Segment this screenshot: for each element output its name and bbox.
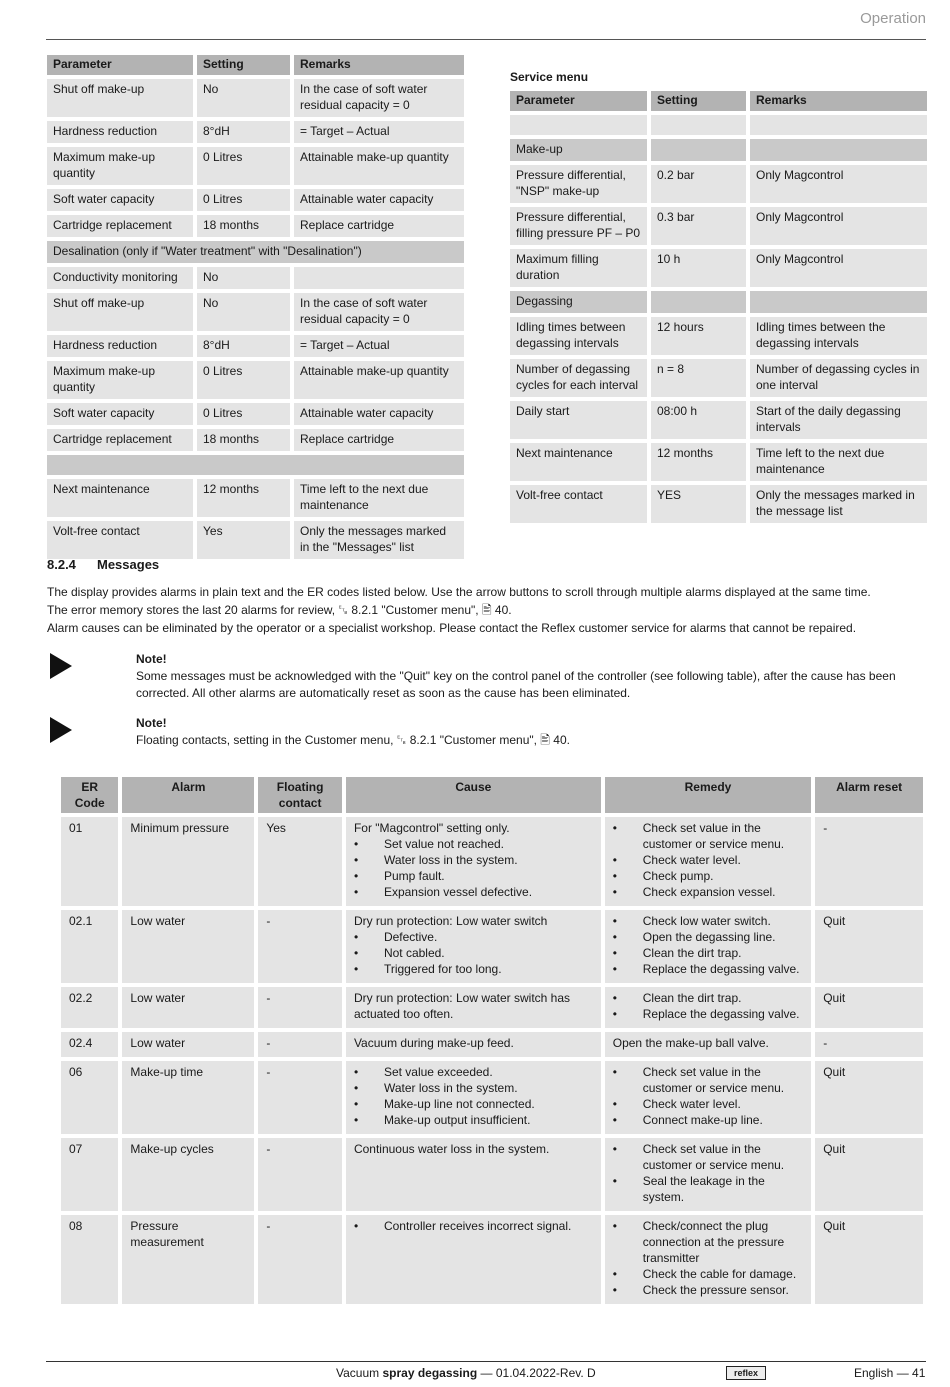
cause-item: • Triggered for too long. bbox=[354, 961, 593, 977]
setting-cell: 0.3 bar bbox=[651, 207, 746, 245]
remedy-item: • Check the cable for damage. bbox=[613, 1266, 803, 1282]
parameter-cell: Number of degassing cycles for each interval bbox=[510, 359, 647, 397]
cause-item: • Set value exceeded. bbox=[354, 1064, 593, 1080]
alarm-reset-cell: Quit bbox=[815, 987, 923, 1028]
alarm-reset-cell: - bbox=[815, 817, 923, 906]
bottom-rule bbox=[46, 1361, 926, 1362]
cause-item: • Expansion vessel defective. bbox=[354, 884, 593, 900]
cause-item: • Water loss in the system. bbox=[354, 1080, 593, 1096]
alarm-cell: Low water bbox=[122, 1032, 254, 1057]
remedy-item: • Check set value in the customer or service menu. bbox=[613, 820, 803, 852]
er-code-cell: 02.2 bbox=[61, 987, 118, 1028]
remedy-item: • Connect make-up line. bbox=[613, 1112, 803, 1128]
remedy-item: • Check low water switch. bbox=[613, 913, 803, 929]
setting-cell bbox=[651, 115, 746, 135]
alarm-reset-cell: Quit bbox=[815, 910, 923, 983]
parameter-cell: Make-up bbox=[510, 139, 647, 161]
floating-contact-cell: - bbox=[258, 1061, 342, 1134]
column-header-setting: Setting bbox=[651, 91, 746, 111]
cause-cell bbox=[346, 910, 601, 983]
note-box bbox=[47, 715, 927, 751]
remedy-item: • Check set value in the customer or service menu. bbox=[613, 1141, 803, 1173]
setting-cell bbox=[651, 291, 746, 313]
remarks-cell: = Target – Actual bbox=[294, 335, 464, 357]
setting-cell: No bbox=[197, 293, 290, 331]
remedy-item: • Check/connect the plug connection at the pressure transmitter bbox=[613, 1218, 803, 1266]
parameter-cell: Daily start bbox=[510, 401, 647, 439]
setting-cell: YES bbox=[651, 485, 746, 523]
table-row bbox=[47, 403, 464, 425]
parameter-cell: Maximum make-up quantity bbox=[47, 361, 193, 399]
setting-cell: 18 months bbox=[197, 429, 290, 451]
parameter-cell: Next maintenance bbox=[510, 443, 647, 481]
service-menu-title: Service menu bbox=[510, 70, 589, 84]
alarm-messages-table bbox=[57, 773, 927, 1308]
alarm-row bbox=[61, 817, 923, 906]
setting-cell: Yes bbox=[197, 521, 290, 559]
remarks-cell: Attainable water capacity bbox=[294, 403, 464, 425]
table-row bbox=[47, 189, 464, 211]
group-header-cell: Desalination (only if "Water treatment" with "Desalination") bbox=[47, 241, 464, 263]
alarm-row bbox=[61, 1061, 923, 1134]
table-row bbox=[47, 215, 464, 237]
remarks-cell: Idling times between the degassing intervals bbox=[750, 317, 927, 355]
remarks-cell: Start of the daily degassing intervals bbox=[750, 401, 927, 439]
note-title: Note! bbox=[136, 652, 167, 666]
setting-cell bbox=[651, 139, 746, 161]
table-row bbox=[510, 359, 927, 397]
remedy-text: Open the make-up ball valve. bbox=[612, 1036, 769, 1050]
remedy-item: • Replace the degassing valve. bbox=[613, 961, 803, 977]
setting-cell: 12 months bbox=[651, 443, 746, 481]
parameter-cell: Pressure differential, filling pressure PF – P0 bbox=[510, 207, 647, 245]
cause-item: • Not cabled. bbox=[354, 945, 593, 961]
footer-doc-product: spray degassing bbox=[382, 1366, 478, 1380]
column-header-remarks: Remarks bbox=[294, 55, 464, 75]
cause-item: • Controller receives incorrect signal. bbox=[354, 1218, 593, 1234]
cause-text: Dry run protection: Low water switch has actuated too often. bbox=[353, 991, 571, 1021]
remedy-list bbox=[613, 1141, 803, 1205]
parameter-cell bbox=[510, 115, 647, 135]
section-heading bbox=[47, 557, 159, 572]
parameter-cell: Shut off make-up bbox=[47, 293, 193, 331]
remarks-cell: Attainable make-up quantity bbox=[294, 147, 464, 185]
setting-cell: 0.2 bar bbox=[651, 165, 746, 203]
table-row bbox=[47, 293, 464, 331]
column-header-alarm-reset: Alarm reset bbox=[815, 777, 923, 813]
table-row bbox=[47, 479, 464, 517]
paragraph: The error memory stores the last 20 alarms for review, ␗ 8.2.1 "Customer menu", 🖹 40. bbox=[47, 603, 512, 617]
paragraph: The display provides alarms in plain text and the ER codes listed below. Use the arrow buttons to scroll through multiple alarms displayed at the same time. bbox=[47, 585, 871, 599]
table-row bbox=[510, 443, 927, 481]
remarks-cell: Replace cartridge bbox=[294, 215, 464, 237]
parameter-cell: Next maintenance bbox=[47, 479, 193, 517]
remedy-cell bbox=[605, 1061, 811, 1134]
setting-cell: 0 Litres bbox=[197, 361, 290, 399]
parameter-cell: Volt-free contact bbox=[510, 485, 647, 523]
setting-cell: 8°dH bbox=[197, 121, 290, 143]
parameter-cell: Cartridge replacement bbox=[47, 215, 193, 237]
remarks-cell: Attainable make-up quantity bbox=[294, 361, 464, 399]
setting-cell: 10 h bbox=[651, 249, 746, 287]
floating-contact-cell: - bbox=[258, 1215, 342, 1304]
remedy-list bbox=[613, 1064, 803, 1128]
floating-contact-cell: - bbox=[258, 1032, 342, 1057]
remedy-item: • Check water level. bbox=[613, 1096, 803, 1112]
footer-doc-prefix: Vacuum bbox=[336, 1366, 383, 1380]
remarks-cell: Only Magcontrol bbox=[750, 165, 927, 203]
cause-cell bbox=[346, 1215, 601, 1304]
remarks-cell: Only the messages marked in the "Messages" list bbox=[294, 521, 464, 559]
column-header-setting: Setting bbox=[197, 55, 290, 75]
remarks-cell: Only Magcontrol bbox=[750, 249, 927, 287]
section-number: 8.2.4 bbox=[47, 557, 76, 572]
alarm-row bbox=[61, 910, 923, 983]
remarks-cell bbox=[750, 139, 927, 161]
remarks-cell: Attainable water capacity bbox=[294, 189, 464, 211]
er-code-cell: 07 bbox=[61, 1138, 118, 1211]
remedy-list bbox=[613, 1218, 803, 1298]
remarks-cell: = Target – Actual bbox=[294, 121, 464, 143]
remedy-cell bbox=[605, 910, 811, 983]
er-code-cell: 08 bbox=[61, 1215, 118, 1304]
floating-contact-cell: - bbox=[258, 910, 342, 983]
alarm-row bbox=[61, 1032, 923, 1057]
alarm-row bbox=[61, 1215, 923, 1304]
cause-cell bbox=[346, 1138, 601, 1211]
remedy-item: • Clean the dirt trap. bbox=[613, 990, 803, 1006]
alarm-row bbox=[61, 1138, 923, 1211]
cause-cell bbox=[346, 1032, 601, 1057]
table-row bbox=[47, 121, 464, 143]
setting-cell: No bbox=[197, 267, 290, 289]
remedy-item: • Clean the dirt trap. bbox=[613, 945, 803, 961]
alarm-cell: Low water bbox=[122, 987, 254, 1028]
remedy-item: • Replace the degassing valve. bbox=[613, 1006, 803, 1022]
column-header-floating-contact: Floating contact bbox=[258, 777, 342, 813]
column-header-er-code: ER Code bbox=[61, 777, 118, 813]
note-arrow-icon bbox=[50, 717, 72, 743]
setting-cell: 8°dH bbox=[197, 335, 290, 357]
cause-item: • Make-up line not connected. bbox=[354, 1096, 593, 1112]
table-row bbox=[47, 429, 464, 451]
column-header-cause: Cause bbox=[346, 777, 601, 813]
alarm-reset-cell: - bbox=[815, 1032, 923, 1057]
parameter-cell: Maximum make-up quantity bbox=[47, 147, 193, 185]
remarks-cell: Time left to the next due maintenance bbox=[750, 443, 927, 481]
remedy-cell bbox=[605, 1032, 811, 1057]
column-header-parameter: Parameter bbox=[47, 55, 193, 75]
floating-contact-cell: - bbox=[258, 1138, 342, 1211]
table-row bbox=[510, 165, 927, 203]
alarm-reset-cell: Quit bbox=[815, 1138, 923, 1211]
setting-cell: No bbox=[197, 79, 290, 117]
table-row bbox=[47, 521, 464, 559]
cause-text: Continuous water loss in the system. bbox=[353, 1142, 550, 1156]
er-code-cell: 06 bbox=[61, 1061, 118, 1134]
note-box bbox=[47, 651, 927, 703]
table-row bbox=[47, 79, 464, 117]
table-row bbox=[47, 241, 464, 263]
cause-item: • Pump fault. bbox=[354, 868, 593, 884]
setting-cell: 0 Litres bbox=[197, 403, 290, 425]
section-title: Messages bbox=[97, 557, 160, 572]
remedy-item: • Open the degassing line. bbox=[613, 929, 803, 945]
column-header-parameter: Parameter bbox=[510, 91, 647, 111]
floating-contact-cell: Yes bbox=[258, 817, 342, 906]
table-row bbox=[510, 115, 927, 135]
remedy-item: • Check pump. bbox=[613, 868, 803, 884]
footer-document-title bbox=[336, 1366, 596, 1380]
parameter-cell: Soft water capacity bbox=[47, 189, 193, 211]
column-header-remedy: Remedy bbox=[605, 777, 811, 813]
table-row bbox=[510, 485, 927, 523]
table-row bbox=[47, 267, 464, 289]
remarks-cell: In the case of soft water residual capacity = 0 bbox=[294, 79, 464, 117]
cause-item: • Set value not reached. bbox=[354, 836, 593, 852]
footer-doc-revision: — 01.04.2022-Rev. D bbox=[477, 1366, 596, 1380]
section-name: Operation bbox=[860, 10, 926, 27]
setting-cell: 0 Litres bbox=[197, 147, 290, 185]
remedy-item: • Check the pressure sensor. bbox=[613, 1282, 803, 1298]
cause-item: • Make-up output insufficient. bbox=[354, 1112, 593, 1128]
alarm-cell: Make-up cycles bbox=[122, 1138, 254, 1211]
cause-list bbox=[354, 1064, 593, 1128]
note-arrow-icon bbox=[50, 653, 72, 679]
cause-cell bbox=[346, 987, 601, 1028]
parameter-cell: Pressure differential, "NSP" make-up bbox=[510, 165, 647, 203]
remarks-cell: Number of degassing cycles in one interval bbox=[750, 359, 927, 397]
remedy-item: • Check expansion vessel. bbox=[613, 884, 803, 900]
setting-cell: 08:00 h bbox=[651, 401, 746, 439]
parameter-cell: Shut off make-up bbox=[47, 79, 193, 117]
remarks-cell bbox=[750, 291, 927, 313]
parameter-cell: Hardness reduction bbox=[47, 121, 193, 143]
setting-cell: 18 months bbox=[197, 215, 290, 237]
setting-cell: 0 Litres bbox=[197, 189, 290, 211]
floating-contact-cell: - bbox=[258, 987, 342, 1028]
table-row bbox=[47, 147, 464, 185]
remarks-cell: Replace cartridge bbox=[294, 429, 464, 451]
parameter-cell: Conductivity monitoring bbox=[47, 267, 193, 289]
column-header-remarks: Remarks bbox=[750, 91, 927, 111]
customer-settings-table bbox=[43, 51, 468, 563]
table-row bbox=[47, 335, 464, 357]
remedy-list bbox=[613, 820, 803, 900]
er-code-cell: 02.4 bbox=[61, 1032, 118, 1057]
table-row bbox=[510, 401, 927, 439]
service-menu-table bbox=[506, 87, 931, 527]
reflex-logo: reflex bbox=[726, 1366, 766, 1380]
setting-cell: n = 8 bbox=[651, 359, 746, 397]
column-header-alarm: Alarm bbox=[122, 777, 254, 813]
cause-cell bbox=[346, 817, 601, 906]
remarks-cell: Only the messages marked in the message list bbox=[750, 485, 927, 523]
top-rule bbox=[46, 39, 926, 40]
remarks-cell bbox=[294, 267, 464, 289]
cause-item: • Defective. bbox=[354, 929, 593, 945]
parameter-cell: Hardness reduction bbox=[47, 335, 193, 357]
parameter-cell: Volt-free contact bbox=[47, 521, 193, 559]
cause-text: For "Magcontrol" setting only. bbox=[353, 821, 510, 835]
note-text: Some messages must be acknowledged with the "Quit" key on the control panel of the controller (see following table), after the cause has been corrected. All other alarms are automatically reset as soon as the cause has been eliminated. bbox=[136, 669, 896, 700]
alarm-cell: Low water bbox=[122, 910, 254, 983]
alarm-cell: Make-up time bbox=[122, 1061, 254, 1134]
remedy-list bbox=[613, 990, 803, 1022]
table-row bbox=[510, 249, 927, 287]
table-row bbox=[510, 207, 927, 245]
remedy-item: • Check water level. bbox=[613, 852, 803, 868]
parameter-cell: Cartridge replacement bbox=[47, 429, 193, 451]
remedy-cell bbox=[605, 987, 811, 1028]
alarm-row bbox=[61, 987, 923, 1028]
cause-text: Vacuum during make-up feed. bbox=[353, 1036, 514, 1050]
table-row bbox=[47, 361, 464, 399]
remedy-item: • Seal the leakage in the system. bbox=[613, 1173, 803, 1205]
cause-list bbox=[354, 1218, 593, 1234]
remedy-item: • Check set value in the customer or service menu. bbox=[613, 1064, 803, 1096]
remarks-cell: Only Magcontrol bbox=[750, 207, 927, 245]
cause-list bbox=[354, 836, 593, 900]
er-code-cell: 02.1 bbox=[61, 910, 118, 983]
table-row bbox=[510, 317, 927, 355]
remedy-cell bbox=[605, 817, 811, 906]
note-text: Floating contacts, setting in the Customer menu, ␗ 8.2.1 "Customer menu", 🖹 40. bbox=[136, 733, 570, 747]
cause-text: Dry run protection: Low water switch bbox=[353, 914, 548, 928]
alarm-reset-cell: Quit bbox=[815, 1215, 923, 1304]
remarks-cell bbox=[750, 115, 927, 135]
group-header-cell bbox=[47, 455, 464, 475]
parameter-cell: Idling times between degassing intervals bbox=[510, 317, 647, 355]
table-row bbox=[510, 139, 927, 161]
parameter-cell: Degassing bbox=[510, 291, 647, 313]
remedy-cell bbox=[605, 1138, 811, 1211]
table-row bbox=[47, 455, 464, 475]
remarks-cell: Time left to the next due maintenance bbox=[294, 479, 464, 517]
er-code-cell: 01 bbox=[61, 817, 118, 906]
parameter-cell: Maximum filling duration bbox=[510, 249, 647, 287]
alarm-cell: Minimum pressure bbox=[122, 817, 254, 906]
footer-page-number: English — 41 bbox=[854, 1366, 926, 1380]
remedy-cell bbox=[605, 1215, 811, 1304]
setting-cell: 12 months bbox=[197, 479, 290, 517]
parameter-cell: Soft water capacity bbox=[47, 403, 193, 425]
note-title: Note! bbox=[136, 716, 167, 730]
remedy-list bbox=[613, 913, 803, 977]
cause-list bbox=[354, 929, 593, 977]
paragraph: Alarm causes can be eliminated by the operator or a specialist workshop. Please contact the Reflex customer service for alarms that cannot be repaired. bbox=[47, 621, 857, 635]
setting-cell: 12 hours bbox=[651, 317, 746, 355]
remarks-cell: In the case of soft water residual capacity = 0 bbox=[294, 293, 464, 331]
alarm-reset-cell: Quit bbox=[815, 1061, 923, 1134]
alarm-cell: Pressure measurement bbox=[122, 1215, 254, 1304]
table-row bbox=[510, 291, 927, 313]
cause-cell bbox=[346, 1061, 601, 1134]
cause-item: • Water loss in the system. bbox=[354, 852, 593, 868]
